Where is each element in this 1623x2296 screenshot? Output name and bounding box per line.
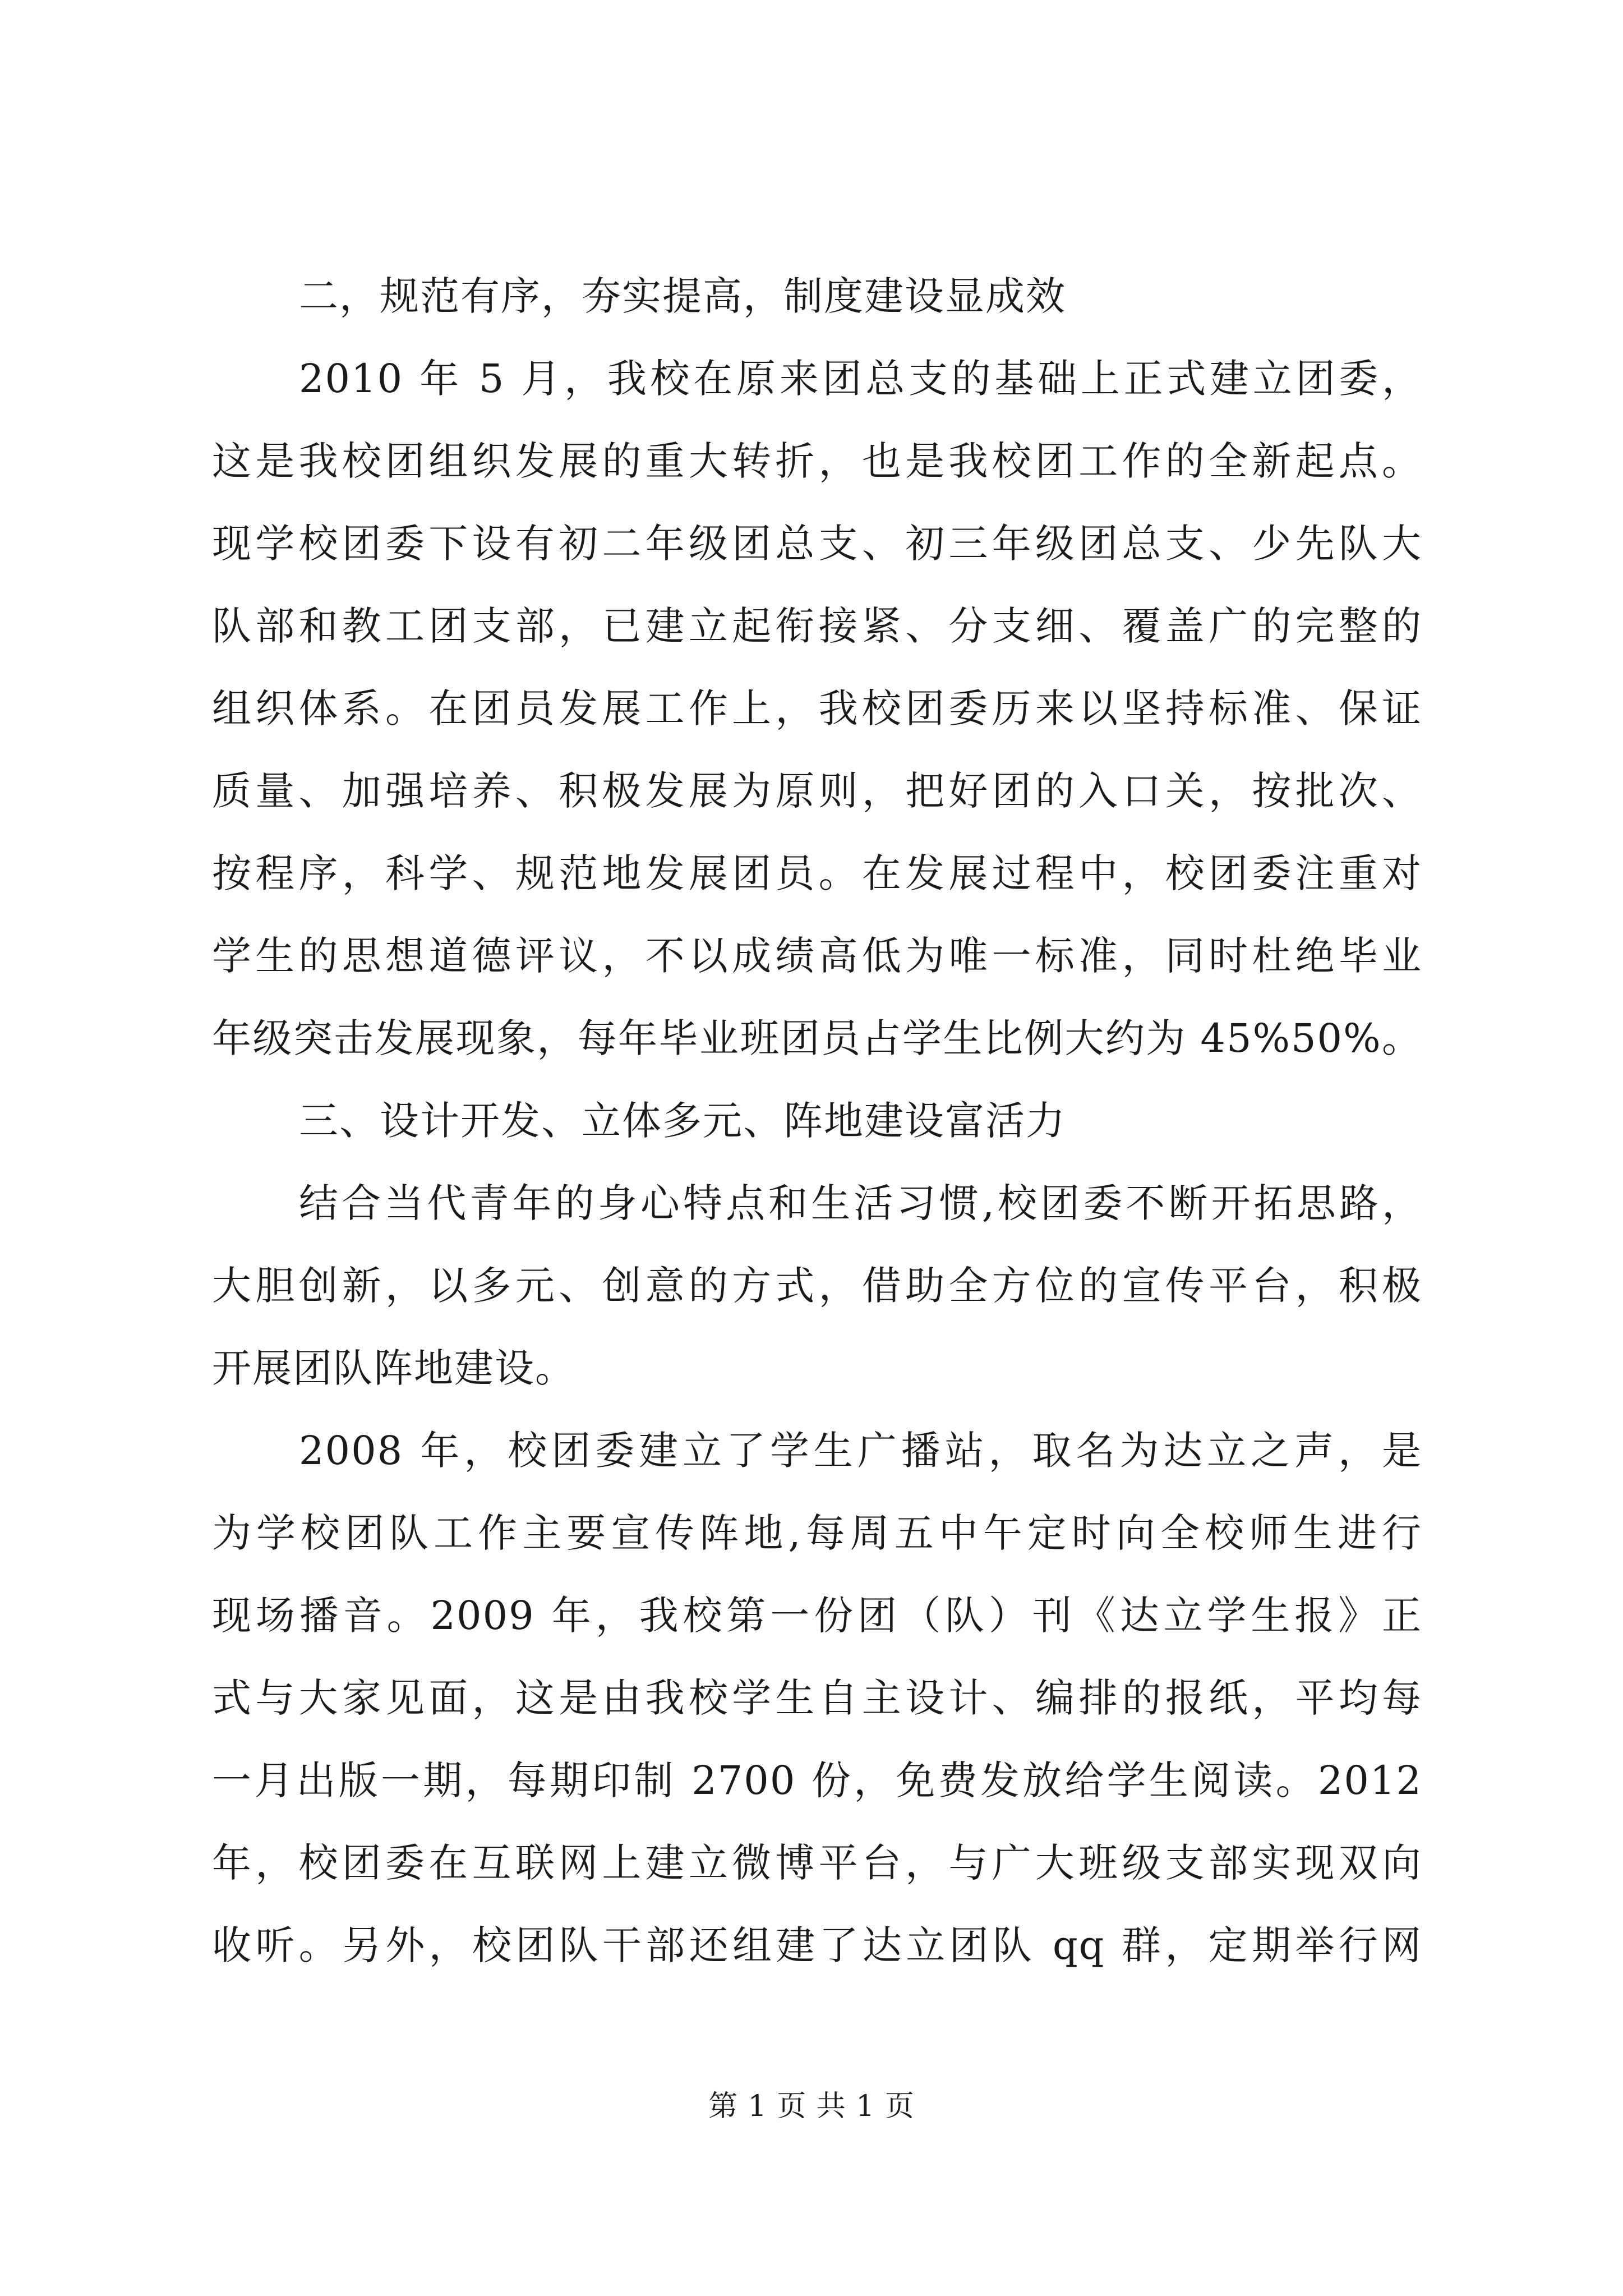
paragraph-line: 大胆创新，以多元、创意的方式，借助全方位的宣传平台，积极 xyxy=(212,1263,1422,1309)
paragraph-line: 2010 年 5 月，我校在原来团总支的基础上正式建立团委， xyxy=(299,356,1422,402)
paragraph-line: 式与大家见面，这是由我校学生自主设计、编排的报纸，平均每 xyxy=(212,1675,1422,1721)
paragraph-line: 组织体系。在团员发展工作上，我校团委历来以坚持标准、保证 xyxy=(212,685,1422,731)
page-number-footer: 第 1 页 共 1 页 xyxy=(708,2090,915,2123)
paragraph-line: 队部和教工团支部，已建立起衔接紧、分支细、覆盖广的完整的 xyxy=(212,603,1422,649)
paragraph-line: 一月出版一期，每期印制 2700 份，免费发放给学生阅读。2012 xyxy=(212,1757,1422,1803)
paragraph-line: 现学校团委下设有初二年级团总支、初三年级团总支、少先队大 xyxy=(212,521,1422,567)
paragraph-line: 现场播音。2009 年，我校第一份团（队）刊《达立学生报》正 xyxy=(212,1593,1422,1639)
paragraph-line: 年级突击发展现象，每年毕业班团员占学生比例大约为 45%50%。 xyxy=(212,1015,1422,1061)
paragraph-line: 收听。另外，校团队干部还组建了达立团队 qq 群，定期举行网 xyxy=(212,1922,1422,1968)
paragraph-line: 质量、加强培养、积极发展为原则，把好团的入口关，按批次、 xyxy=(212,768,1422,814)
paragraph-line: 为学校团队工作主要宣传阵地,每周五中午定时向全校师生进行 xyxy=(212,1510,1422,1556)
paragraph-line: 结合当代青年的身心特点和生活习惯,校团委不断开拓思路， xyxy=(299,1180,1422,1226)
section-heading: 二，规范有序，夯实提高，制度建设显成效 xyxy=(299,273,1066,319)
paragraph-line: 学生的思想道德评议，不以成绩高低为唯一标准，同时杜绝毕业 xyxy=(212,933,1422,979)
paragraph-line: 开展团队阵地建设。 xyxy=(212,1345,575,1391)
paragraph-line: 按程序，科学、规范地发展团员。在发展过程中，校团委注重对 xyxy=(212,850,1422,896)
paragraph-line: 年，校团委在互联网上建立微博平台，与广大班级支部实现双向 xyxy=(212,1840,1422,1886)
document-body xyxy=(212,255,1422,1987)
section-heading: 三、设计开发、立体多元、阵地建设富活力 xyxy=(299,1098,1066,1144)
paragraph-line: 这是我校团组织发展的重大转折，也是我校团工作的全新起点。 xyxy=(212,438,1422,484)
paragraph-line: 2008 年，校团委建立了学生广播站，取名为达立之声，是 xyxy=(299,1428,1422,1474)
